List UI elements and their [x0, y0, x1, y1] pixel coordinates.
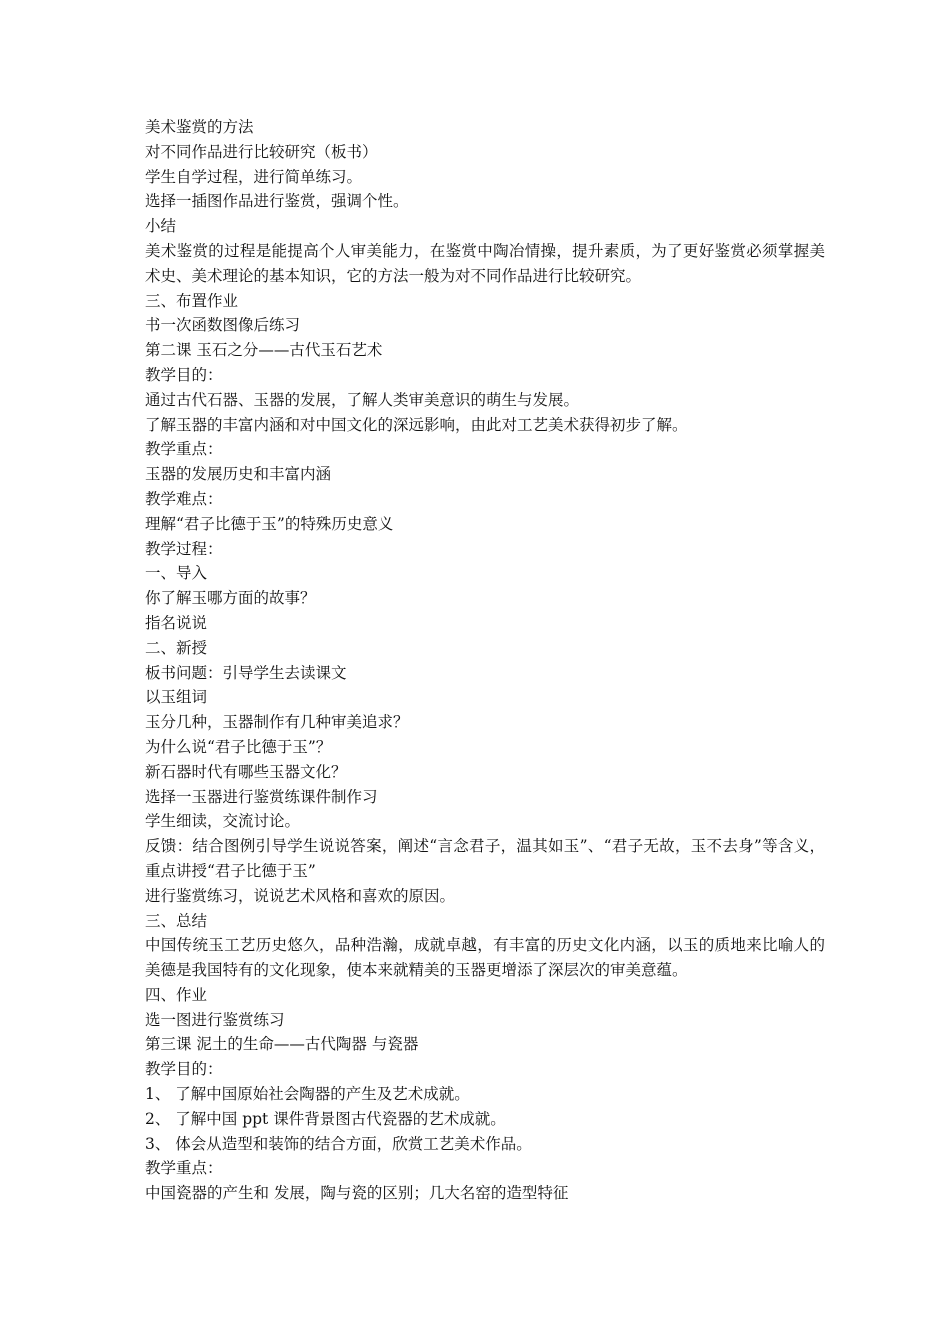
- text-line: 指名说说: [145, 613, 208, 632]
- text-line: 教学过程：: [145, 539, 223, 558]
- text-line: 小结: [145, 217, 177, 236]
- text-line: 中国瓷器的产生和 发展，陶与瓷的区别；几大名窑的造型特征: [145, 1184, 569, 1203]
- text-line: 进行鉴赏练习，说说艺术风格和喜欢的原因。: [145, 886, 456, 905]
- text-line: 玉器的发展历史和丰富内涵: [145, 465, 332, 484]
- section-heading: 三、总结: [145, 911, 208, 930]
- text-line: 美术鉴赏的方法: [145, 118, 254, 136]
- text-line: 教学重点：: [145, 440, 223, 459]
- list-item: 1、 了解中国原始社会陶器的产生及艺术成就。: [145, 1085, 470, 1104]
- text-line: 玉分几种，玉器制作有几种审美追求？: [145, 713, 409, 732]
- text-line: 以玉组词: [145, 688, 208, 707]
- section-heading: 三、布置作业: [145, 291, 239, 310]
- paragraph: 中国传统玉工艺历史悠久，品种浩瀚，成就卓越，有丰富的历史文化内涵，以玉的质地来比喻人的美德是我国特有的文化现象，使本来就精美的玉器更增添了深层次的审美意蕴。: [145, 936, 825, 980]
- text-line: 教学难点：: [145, 489, 223, 508]
- paragraph: 美术鉴赏的过程是能提高个人审美能力，在鉴赏中陶冶情操，提升素质，为了更好鉴赏必须掌握美术史、美术理论的基本知识，它的方法一般为对不同作品进行比较研究。: [145, 241, 825, 285]
- text-line: 为什么说“君子比德于玉”？: [145, 737, 332, 756]
- text-line: 板书问题：引导学生去读课文: [145, 663, 347, 682]
- section-heading: 二、新授: [145, 638, 208, 657]
- list-item: 3、 体会从造型和装饰的结合方面，欣赏工艺美术作品。: [145, 1134, 532, 1153]
- text-line: 选择一插图作品进行鉴赏，强调个性。: [145, 192, 409, 211]
- text-line: 选择一玉器进行鉴赏练课件制作习: [145, 787, 378, 806]
- text-line: 理解“君子比德于玉”的特殊历史意义: [145, 514, 394, 533]
- text-line: 教学重点：: [145, 1159, 223, 1178]
- lesson-title: 第三课 泥土的生命——古代陶器 与瓷器: [145, 1035, 419, 1054]
- section-heading: 一、导入: [145, 564, 208, 583]
- text-line: 你了解玉哪方面的故事？: [145, 589, 316, 608]
- text-line: 对不同作品进行比较研究（板书）: [145, 142, 378, 161]
- text-line: 学生自学过程，进行简单练习。: [145, 167, 363, 186]
- text-line: 新石器时代有哪些玉器文化？: [145, 762, 347, 781]
- text-line: 学生细读，交流讨论。: [145, 812, 301, 831]
- text-line: 教学目的：: [145, 365, 223, 384]
- paragraph: 反馈：结合图例引导学生说说答案，阐述“言念君子，温其如玉”、“君子无故，玉不去身”等含义，重点讲授“君子比德于玉”: [145, 837, 825, 880]
- text-line: 了解玉器的丰富内涵和对中国文化的深远影响，由此对工艺美术获得初步了解。: [145, 415, 688, 434]
- document-body: [145, 115, 825, 1206]
- list-item: 2、 了解中国 ppt 课件背景图古代瓷器的艺术成就。: [145, 1109, 506, 1128]
- text-line: 选一图进行鉴赏练习: [145, 1010, 285, 1029]
- text-line: 通过古代石器、玉器的发展，了解人类审美意识的萌生与发展。: [145, 390, 580, 409]
- text-line: 教学目的：: [145, 1060, 223, 1079]
- text-line: 书一次函数图像后练习: [145, 316, 301, 335]
- section-heading: 四、作业: [145, 985, 208, 1004]
- lesson-title: 第二课 玉石之分——古代玉石艺术: [145, 341, 383, 360]
